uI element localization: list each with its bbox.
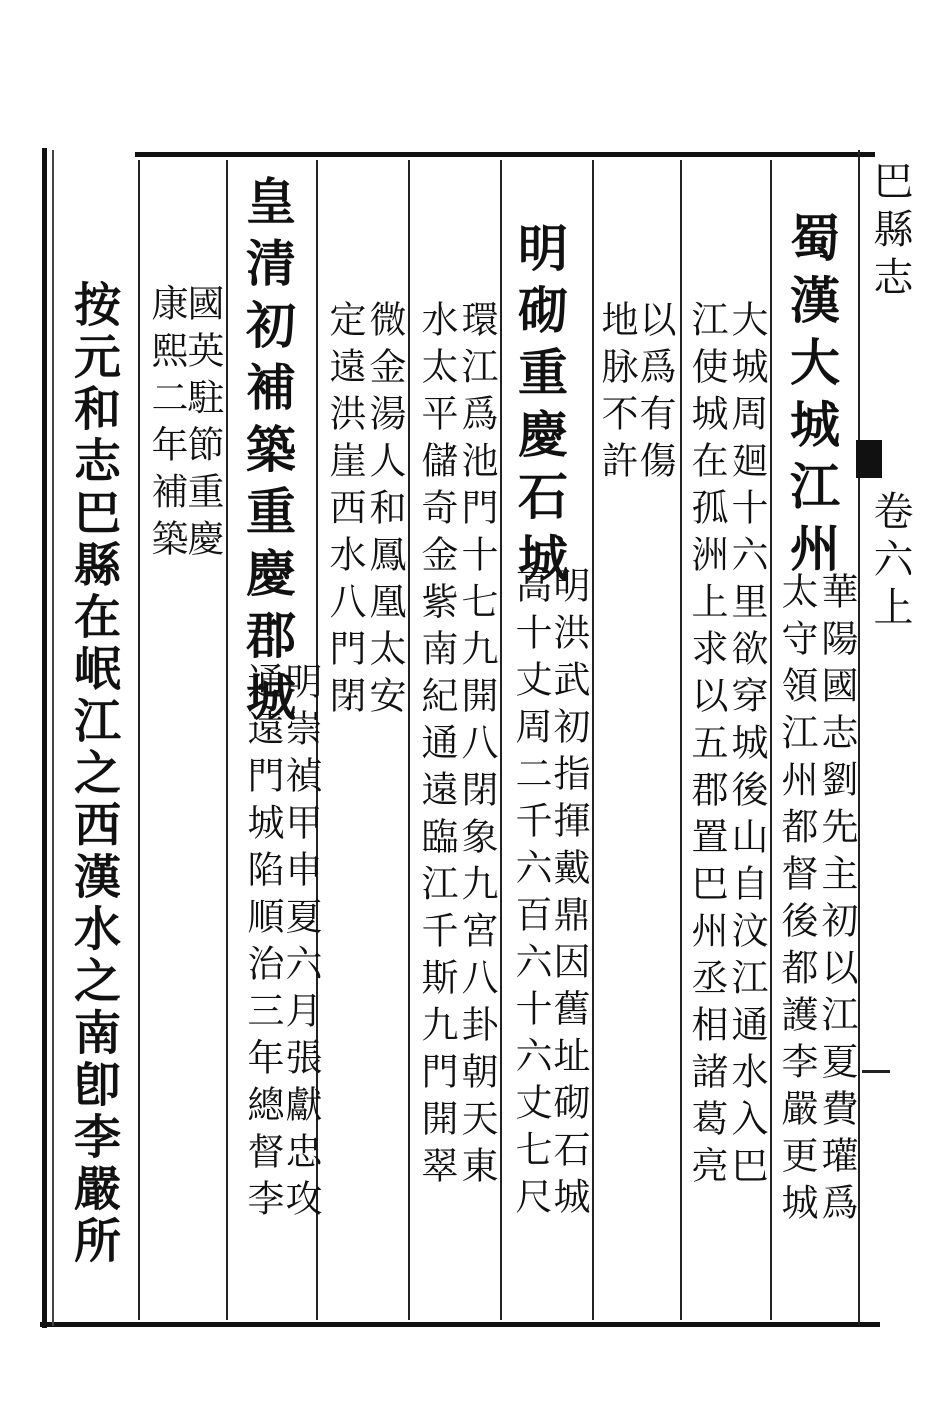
left-inner-border bbox=[52, 150, 54, 1326]
column-rule bbox=[226, 160, 228, 1320]
note-column: 華陽國志劉先主初以江夏費瓘爲 bbox=[815, 572, 858, 1230]
column-rule bbox=[592, 160, 594, 1320]
text-column: 定遠洪崖西水八門閉 bbox=[323, 300, 366, 723]
fish-tail-mark bbox=[856, 440, 882, 478]
heading-shu-han-city: 蜀漢大城江州 bbox=[782, 212, 841, 584]
text-column: 康熙二年補築 bbox=[145, 284, 188, 566]
text-column: 水太平儲奇金紫南紀通遠臨江千斯九門開翠 bbox=[415, 300, 458, 1193]
column-rule bbox=[858, 150, 860, 1325]
column-rule bbox=[680, 160, 682, 1320]
margin-volume: 卷六上 bbox=[867, 490, 913, 634]
text-column: 微金湯人和鳳凰太安 bbox=[363, 300, 406, 723]
text-column: 環江爲池門十七九開八閉象九宮八卦朝天東 bbox=[455, 300, 498, 1193]
text-column: 大城周廻十六里欲穿城後山自汶江通水入巴 bbox=[725, 300, 768, 1193]
text-column: 江使城在孤洲上求以五郡置巴州丞相諸葛亮 bbox=[685, 300, 728, 1193]
note-column: 通遠門城陷順治三年總督李 bbox=[241, 662, 284, 1226]
note-column: 高十丈周二千六百六十六丈七尺 bbox=[509, 566, 552, 1224]
text-column: 國英駐節重慶 bbox=[181, 284, 224, 566]
text-column: 以爲有傷 bbox=[633, 300, 676, 488]
column-rule bbox=[500, 160, 502, 1320]
column-rule bbox=[770, 160, 772, 1320]
bottom-border bbox=[40, 1322, 880, 1327]
text-column: 地脉不許 bbox=[595, 300, 638, 488]
top-border bbox=[135, 152, 875, 157]
column-rule bbox=[408, 160, 410, 1320]
left-border bbox=[42, 148, 47, 1328]
margin-title: 巴縣志 bbox=[867, 160, 913, 304]
heading-qing-city: 皇清初補築重慶郡城 bbox=[238, 175, 297, 733]
note-column: 明崇禎甲申夏六月張獻忠攻 bbox=[279, 662, 322, 1226]
margin-dash bbox=[862, 1070, 890, 1073]
note-column: 明洪武初指揮戴鼎因舊址砌石城 bbox=[547, 566, 590, 1224]
column-rule bbox=[138, 160, 140, 1320]
heading-ming-stone-city: 明砌重慶石城 bbox=[510, 222, 569, 594]
note-column: 太守領江州都督後都護李嚴更城 bbox=[775, 572, 818, 1230]
text-column-commentary: 按元和志巴縣在岷江之西漢水之南卽李嚴所 bbox=[66, 280, 121, 1268]
